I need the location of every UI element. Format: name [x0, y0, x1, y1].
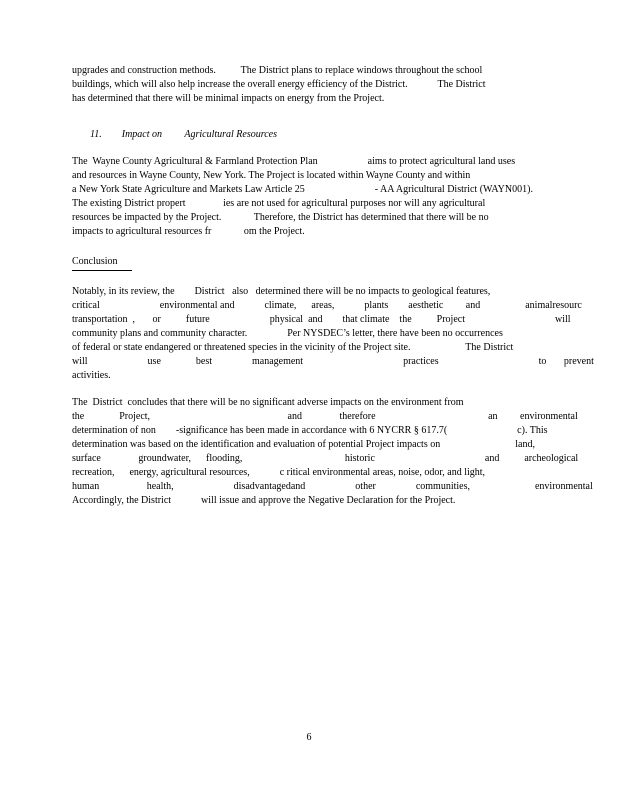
text-line: impacts to agricultural resources fr om the Project.	[72, 226, 305, 237]
paragraph-energy-impacts	[72, 64, 618, 106]
text-line: a New York State Agriculture and Markets Law Article 25 - AA Agricultural District (WAYN001).	[72, 184, 533, 195]
paragraph-district-concludes	[72, 396, 618, 508]
text-line: will use best management practices to prevent	[72, 356, 594, 367]
text-line: of federal or state endangered or threatened species in the vicinity of the Project site. The District	[72, 342, 514, 353]
text-line: determination was based on the identification and evaluation of potential Project impacts on land,	[72, 439, 535, 450]
text-line: has determined that there will be minimal impacts on energy from the Project.	[72, 93, 385, 104]
text-line: recreation, energy, agricultural resources, c ritical environmental areas, noise, odor, and light,	[72, 467, 486, 478]
section-heading-agricultural-resources: 11. Impact on Agricultural Resources	[90, 129, 278, 140]
paragraph-agricultural-resources	[72, 155, 618, 239]
conclusion-heading-text: Conclusion	[72, 255, 132, 271]
text-line: buildings, which will also help increase the overall energy efficiency of the District. The District	[72, 79, 486, 90]
text-line: upgrades and construction methods. The District plans to replace windows throughout the school	[72, 65, 483, 76]
text-line: critical environmental and climate, areas, plants aesthetic and animalresourc	[72, 300, 582, 311]
text-line: determination of non -significance has been made in accordance with 6 NYCRR § 617.7( c). This	[72, 425, 548, 436]
text-line: surface groundwater, flooding, historic and archeological	[72, 453, 579, 464]
text-line: The District concludes that there will be no significant adverse impacts on the environment from	[72, 397, 464, 408]
text-line: The Wayne County Agricultural & Farmland Protection Plan aims to protect agricultural land uses	[72, 156, 516, 167]
text-line: Notably, in its review, the District also determined there will be no impacts to geological features,	[72, 286, 491, 297]
text-line: resources be impacted by the Project. Therefore, the District has determined that there will be no	[72, 212, 489, 223]
text-line: and resources in Wayne County, New York. The Project is located within Wayne County and within	[72, 170, 471, 181]
text-line: human health, disadvantagedand other communities, environmental	[72, 481, 593, 492]
text-line: community plans and community character. Per NYSDEC’s letter, there have been no occurrences	[72, 328, 503, 339]
text-line: transportation , or future physical and that climate the Project will	[72, 314, 571, 325]
paragraph-notably-review	[72, 285, 618, 383]
page-number: 6	[306, 732, 312, 743]
text-line: The existing District propert ies are not used for agricultural purposes nor will any agricultural	[72, 198, 486, 209]
section-heading-conclusion	[72, 255, 618, 269]
text-line: the Project, and therefore an environmental	[72, 411, 578, 422]
text-line: activities.	[72, 370, 111, 381]
text-line: Accordingly, the District will issue and approve the Negative Declaration for the Project.	[72, 495, 456, 506]
